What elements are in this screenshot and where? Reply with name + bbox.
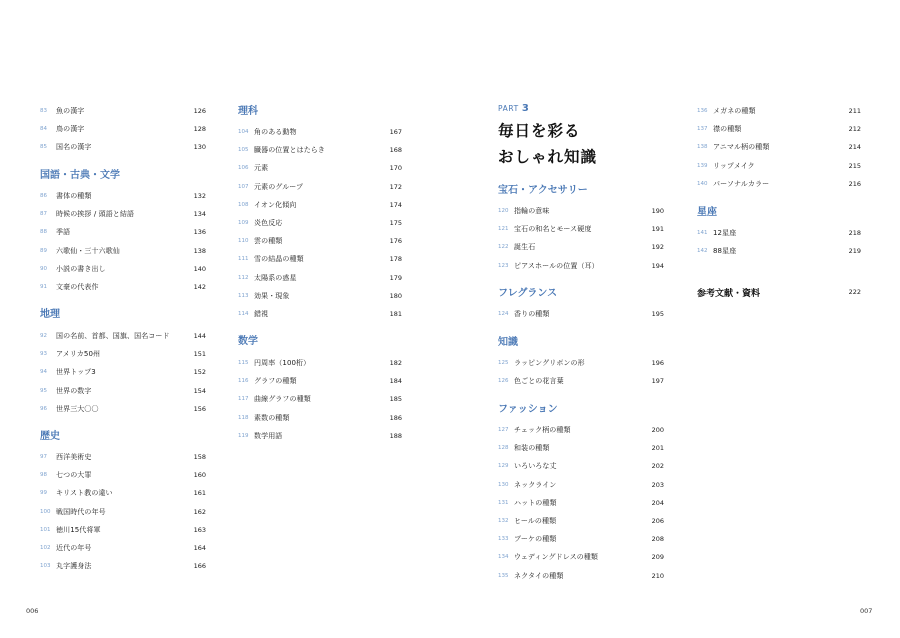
toc-entry[interactable]: [498, 570, 664, 582]
entry-title: 誕生石: [514, 243, 536, 252]
references-heading: 参考文献・資料: [697, 289, 761, 299]
entry-page: 136: [193, 228, 206, 237]
entry-page: 180: [389, 291, 402, 300]
entry-number: 138: [697, 144, 708, 151]
toc-entry[interactable]: [697, 160, 861, 172]
entry-page: 178: [389, 255, 402, 264]
entry-number: 92: [40, 333, 47, 339]
entry-page: 190: [651, 207, 664, 215]
entry-number: 115: [238, 360, 249, 366]
entry-title: グラフの種類: [254, 377, 297, 386]
entry-page: 154: [193, 386, 206, 395]
entry-page: 156: [193, 404, 206, 413]
entry-title: 小説の書き出し: [56, 264, 106, 273]
toc-entry[interactable]: [498, 375, 664, 387]
entry-number: 119: [238, 432, 249, 439]
entry-page: 167: [389, 128, 402, 136]
entry-number: 105: [238, 147, 249, 154]
entry-number: 129: [498, 463, 509, 470]
entry-page: 161: [193, 489, 206, 498]
toc-entry[interactable]: [238, 272, 402, 284]
toc-entry[interactable]: [40, 245, 206, 257]
toc-entry[interactable]: [40, 542, 206, 554]
entry-page: 160: [193, 471, 206, 480]
toc-entry[interactable]: [40, 451, 206, 463]
toc-entry[interactable]: [697, 178, 861, 190]
entry-number: 97: [40, 454, 47, 460]
entry-page: 151: [193, 350, 206, 359]
entry-title: 世界トップ3: [56, 368, 96, 377]
entry-title: ピアスホールの位置（耳）: [514, 261, 599, 270]
entry-title: キリスト教の違い: [56, 489, 113, 498]
entry-title: ハットの種類: [514, 498, 557, 507]
entry-page: 210: [651, 571, 664, 580]
toc-entry[interactable]: [238, 375, 402, 387]
entry-title: 六歌仙・三十六歌仙: [56, 246, 120, 255]
entry-page: 176: [389, 237, 402, 246]
entry-title: 世界の数字: [56, 386, 92, 395]
entry-title: ウェディングドレスの種類: [514, 553, 599, 562]
section-heading-math: 数学: [238, 336, 258, 347]
entry-page: 179: [389, 273, 402, 282]
entry-page: 203: [651, 480, 664, 489]
entry-title: 炎色反応: [254, 219, 283, 227]
entry-number: 110: [238, 238, 249, 245]
toc-entry[interactable]: [40, 385, 206, 397]
entry-number: 141: [697, 230, 708, 236]
entry-page: 192: [651, 243, 664, 252]
toc-entry[interactable]: [697, 227, 861, 239]
entry-page: 144: [193, 332, 206, 340]
entry-number: 89: [40, 247, 47, 254]
entry-number: 109: [238, 220, 249, 226]
entry-page: 204: [651, 498, 664, 507]
toc-entry[interactable]: [40, 560, 206, 572]
toc-entry[interactable]: [498, 205, 664, 217]
toc-entry[interactable]: [498, 551, 664, 563]
toc-entry[interactable]: [697, 245, 861, 257]
entry-title: 色ごとの花言葉: [514, 377, 564, 386]
section-heading-fragrance: フレグランス: [498, 288, 558, 299]
toc-entry[interactable]: [40, 469, 206, 481]
toc-entry[interactable]: [40, 263, 206, 275]
entry-title: パーソナルカラー: [713, 179, 770, 188]
entry-title: 角のある動物: [254, 128, 297, 136]
section-heading-japanese-literature: 国語・古典・文学: [40, 170, 120, 181]
entry-page: 218: [848, 229, 861, 237]
section-heading-fashion: ファッション: [498, 404, 558, 415]
toc-entry[interactable]: [40, 208, 206, 220]
entry-page: 197: [651, 377, 664, 386]
entry-number: 136: [697, 108, 708, 114]
entry-page: 196: [651, 359, 664, 367]
toc-entry[interactable]: [498, 308, 664, 320]
entry-title: 香りの種類: [514, 310, 550, 318]
part-label: [498, 103, 529, 114]
entry-title: 国名の漢字: [56, 143, 92, 152]
toc-entry[interactable]: [40, 524, 206, 536]
entry-number: 127: [498, 427, 509, 433]
entry-title: 太陽系の惑星: [254, 273, 297, 282]
toc-entry[interactable]: [238, 199, 402, 211]
entry-title: 曲線グラフの種類: [254, 395, 311, 404]
entry-title: ネックライン: [514, 480, 557, 489]
toc-entry[interactable]: [40, 330, 206, 342]
entry-page: 162: [193, 507, 206, 516]
part-number: 3: [521, 103, 530, 114]
toc-entry[interactable]: [697, 123, 861, 135]
entry-page: 175: [389, 219, 402, 227]
toc-entry[interactable]: [498, 533, 664, 545]
toc-entry[interactable]: [238, 235, 402, 247]
entry-page: 128: [193, 125, 206, 134]
entry-page: 138: [193, 246, 206, 255]
entry-page: 163: [193, 525, 206, 534]
entry-number: 104: [238, 129, 249, 135]
entry-number: 99: [40, 490, 47, 497]
entry-number: 128: [498, 445, 509, 452]
entry-title: 時候の挨拶 / 頭語と結語: [56, 210, 135, 219]
toc-entry[interactable]: [238, 144, 402, 156]
entry-number: 95: [40, 387, 47, 394]
entry-title: ブーケの種類: [514, 535, 557, 544]
entry-page: 194: [651, 261, 664, 270]
toc-entry[interactable]: [498, 223, 664, 235]
entry-number: 102: [40, 545, 51, 551]
toc-entry[interactable]: [238, 430, 402, 442]
toc-entry[interactable]: [40, 403, 206, 415]
entry-title: 季語: [56, 228, 71, 237]
entry-page: 132: [193, 192, 206, 200]
entry-title: 効果・現象: [254, 291, 290, 300]
entry-title: 世界三大〇〇: [56, 404, 99, 413]
section-heading-jewelry: 宝石・アクセサリー: [498, 185, 588, 196]
page-folio-left: 006: [26, 607, 39, 615]
entry-title: 雲の種類: [254, 237, 283, 246]
entry-number: 120: [498, 208, 509, 214]
toc-entry[interactable]: [40, 487, 206, 499]
entry-number: 96: [40, 405, 47, 412]
entry-number: 88: [40, 229, 47, 236]
toc-entry[interactable]: [238, 290, 402, 302]
entry-title: アニマル柄の種類: [713, 143, 770, 152]
toc-entry[interactable]: [238, 181, 402, 193]
entry-title: 書体の種類: [56, 192, 92, 200]
toc-entry[interactable]: [498, 460, 664, 472]
entry-page: 200: [651, 426, 664, 434]
toc-entry[interactable]: [40, 281, 206, 293]
entry-page: 174: [389, 200, 402, 209]
toc-entry[interactable]: [238, 126, 402, 138]
entry-page: 184: [389, 377, 402, 386]
toc-entry[interactable]: [697, 105, 861, 117]
entry-title: 丸字護身法: [56, 562, 92, 571]
toc-entry[interactable]: [498, 442, 664, 454]
entry-title: ラッピングリボンの形: [514, 359, 585, 367]
entry-title: 錯視: [254, 310, 269, 318]
entry-page: 201: [651, 444, 664, 453]
page-folio-right: 007: [860, 607, 873, 615]
toc-entry[interactable]: [40, 506, 206, 518]
entry-number: 93: [40, 351, 47, 358]
entry-number: 103: [40, 563, 51, 570]
entry-title: イオン化傾向: [254, 200, 297, 209]
entry-title: 雪の結晶の種類: [254, 255, 304, 264]
entry-title: 宝石の和名とモース硬度: [514, 225, 592, 234]
entry-page: 142: [193, 283, 206, 291]
entry-title: 指輪の意味: [514, 207, 550, 215]
entry-number: 94: [40, 369, 47, 376]
entry-page: 164: [193, 544, 206, 552]
entry-title: 戦国時代の年号: [56, 507, 106, 516]
entry-number: 142: [697, 248, 708, 255]
section-heading-history: 歴史: [40, 431, 60, 442]
entry-number: 133: [498, 536, 509, 543]
entry-title: いろいろな丈: [514, 462, 557, 471]
entry-page: 170: [389, 164, 402, 173]
entry-number: 98: [40, 472, 47, 479]
entry-number: 140: [697, 180, 708, 187]
toc-entry[interactable]: [498, 497, 664, 509]
entry-number: 106: [238, 165, 249, 172]
entry-title: 元素: [254, 164, 269, 173]
entry-number: 107: [238, 183, 249, 190]
toc-entry[interactable]: [238, 162, 402, 174]
entry-title: 国の名前、首都、国旗、国名コード: [56, 332, 170, 340]
entry-title: 88星座: [713, 247, 737, 256]
entry-title: ヒールの種類: [514, 517, 557, 525]
toc-entry[interactable]: [238, 217, 402, 229]
part-title-line-2: おしゃれ知識: [498, 148, 598, 166]
entry-number: 84: [40, 126, 47, 133]
entry-title: 襟の種類: [713, 125, 742, 134]
entry-number: 116: [238, 378, 249, 385]
entry-page: 185: [389, 395, 402, 404]
toc-entry[interactable]: [498, 424, 664, 436]
entry-page: 195: [651, 310, 664, 318]
entry-page: 152: [193, 368, 206, 377]
entry-page: 191: [651, 225, 664, 234]
entry-title: 近代の年号: [56, 544, 92, 552]
entry-title: リップメイク: [713, 161, 755, 170]
entry-number: 121: [498, 226, 509, 233]
entry-number: 118: [238, 414, 249, 421]
entry-page: 208: [651, 535, 664, 544]
entry-page: 172: [389, 182, 402, 191]
entry-page: 216: [848, 179, 861, 188]
entry-number: 139: [697, 162, 708, 169]
entry-title: 臓器の位置とはたらき: [254, 146, 325, 155]
entry-number: 125: [498, 360, 509, 366]
toc-entry[interactable]: [498, 260, 664, 272]
entry-number: 101: [40, 526, 51, 533]
toc-entry[interactable]: [498, 241, 664, 253]
entry-title: アメリカ50州: [56, 350, 101, 359]
toc-entry[interactable]: [40, 123, 206, 135]
entry-page: 134: [193, 210, 206, 219]
part-title-line-1: 毎日を彩る: [498, 122, 581, 140]
toc-entry[interactable]: [498, 479, 664, 491]
entry-number: 122: [498, 244, 509, 251]
entry-number: 100: [40, 508, 51, 515]
section-heading-constellations: 星座: [697, 207, 717, 218]
entry-title: 12星座: [713, 229, 737, 237]
entry-number: 108: [238, 201, 249, 208]
entry-number: 114: [238, 311, 249, 317]
entry-page: 188: [389, 431, 402, 440]
entry-title: 西洋美術史: [56, 453, 92, 461]
toc-entry[interactable]: [238, 253, 402, 265]
entry-number: 83: [40, 108, 47, 114]
entry-page: 158: [193, 453, 206, 461]
entry-number: 91: [40, 284, 47, 290]
section-heading-geography: 地理: [40, 309, 60, 320]
entry-title: 元素のグループ: [254, 182, 304, 191]
entry-number: 137: [697, 126, 708, 133]
entry-number: 126: [498, 378, 509, 385]
entry-title: 徳川15代将軍: [56, 525, 101, 534]
entry-title: 和装の種類: [514, 444, 550, 453]
entry-title: 数学用語: [254, 431, 283, 440]
entry-page: 186: [389, 413, 402, 422]
entry-number: 90: [40, 265, 47, 272]
toc-entry[interactable]: [40, 366, 206, 378]
references-page-number: 222: [848, 288, 861, 296]
entry-number: 124: [498, 311, 509, 317]
entry-number: 112: [238, 274, 249, 281]
section-heading-science: 理科: [238, 106, 258, 117]
entry-number: 111: [238, 256, 249, 263]
toc-entry[interactable]: [498, 515, 664, 527]
entry-number: 134: [498, 554, 509, 561]
toc-entry[interactable]: [238, 412, 402, 424]
toc-entry[interactable]: [40, 226, 206, 238]
entry-number: 131: [498, 499, 509, 506]
entry-number: 123: [498, 262, 509, 269]
entry-number: 113: [238, 292, 249, 299]
entry-title: ネクタイの種類: [514, 571, 564, 580]
toc-entry[interactable]: [238, 308, 402, 320]
entry-number: 85: [40, 144, 47, 151]
entry-number: 86: [40, 193, 47, 199]
entry-page: 181: [389, 310, 402, 318]
entry-number: 132: [498, 518, 509, 524]
entry-page: 166: [193, 562, 206, 571]
entry-title: 素数の種類: [254, 413, 290, 422]
entry-page: 206: [651, 517, 664, 525]
entry-number: 130: [498, 481, 509, 488]
entry-title: 文豪の代表作: [56, 283, 99, 291]
entry-title: 七つの大罪: [56, 471, 92, 480]
entry-page: 126: [193, 107, 206, 115]
entry-page: 214: [848, 143, 861, 152]
entry-title: 魚の漢字: [56, 107, 85, 115]
part-label-text: PART: [498, 104, 519, 113]
entry-page: 140: [193, 264, 206, 273]
toc-entry[interactable]: [697, 141, 861, 153]
entry-title: 鳥の漢字: [56, 125, 85, 134]
entry-number: 135: [498, 572, 509, 579]
entry-page: 212: [848, 125, 861, 134]
toc-entry[interactable]: [238, 393, 402, 405]
toc-entry[interactable]: [498, 357, 664, 369]
section-heading-knowledge: 知識: [498, 337, 518, 348]
toc-entry[interactable]: [238, 357, 402, 369]
entry-page: 182: [389, 359, 402, 367]
entry-title: 円周率（100桁）: [254, 359, 311, 367]
toc-entry[interactable]: [40, 141, 206, 153]
entry-page: 211: [848, 107, 861, 115]
entry-title: チェック柄の種類: [514, 426, 571, 434]
entry-number: 87: [40, 211, 47, 218]
entry-page: 168: [389, 146, 402, 155]
entry-number: 117: [238, 396, 249, 403]
toc-entry[interactable]: [40, 190, 206, 202]
entry-page: 202: [651, 462, 664, 471]
entry-page: 219: [848, 247, 861, 256]
toc-entry[interactable]: [40, 348, 206, 360]
entry-title: メガネの種類: [713, 107, 756, 115]
toc-entry[interactable]: [40, 105, 206, 117]
entry-page: 215: [848, 161, 861, 170]
entry-page: 130: [193, 143, 206, 152]
entry-page: 209: [651, 553, 664, 562]
